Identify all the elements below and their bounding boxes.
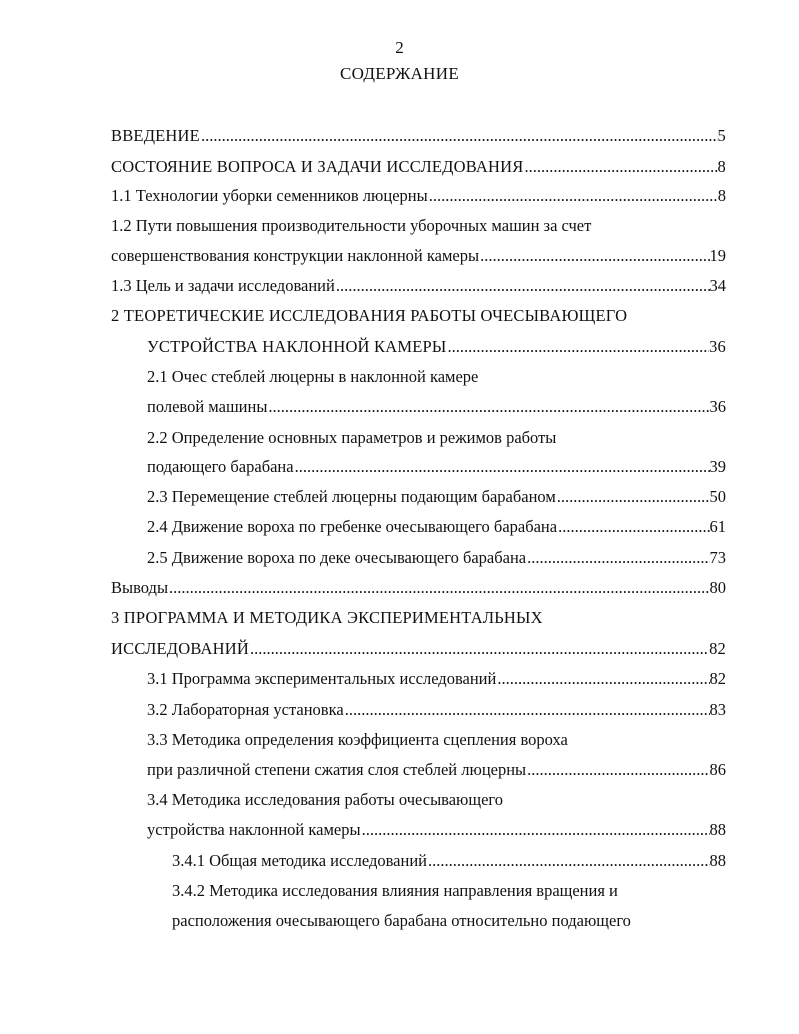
toc-leader-dots [249,638,709,660]
toc-entry-page: 19 [709,246,726,265]
toc-leader-dots [556,486,710,508]
toc-entry-3-4-1[interactable] [172,850,726,872]
toc-entry-text: совершенствования конструкции наклонной камеры [111,246,480,265]
toc-entry-text: ИССЛЕДОВАНИЙ [111,639,249,658]
toc-entry-text: полевой машины [147,397,268,416]
toc-entry-2-5[interactable] [147,547,726,569]
toc-entry-text: 3.1 Программа экспериментальных исследований [147,669,497,688]
toc-entry-chapter-3-line1[interactable]: 3 ПРОГРАММА И МЕТОДИКА ЭКСПЕРИМЕНТАЛЬНЫХ [111,608,543,627]
toc-entry-1-1[interactable] [111,185,726,207]
toc-entry-2-4[interactable] [147,516,726,538]
toc-entry-page: 39 [709,457,726,476]
toc-leader-dots [526,759,709,781]
toc-entry-2-1-line1[interactable]: 2.1 Очес стеблей люцерны в наклонной камере [147,367,479,386]
toc-entry-intro[interactable] [111,125,726,147]
toc-leader-dots [479,245,709,267]
toc-leader-dots [427,850,709,872]
toc-entry-text: 1.3 Цель и задачи исследований [111,276,335,295]
toc-leader-dots [557,516,709,538]
toc-entry-text: при различной степени сжатия слоя стеблей люцерны [147,760,527,779]
toc-leader-dots [428,185,718,207]
toc-entry-text: 2.4 Движение вороха по гребенке очесывающего барабана [147,517,558,536]
toc-entry-page: 5 [717,126,726,145]
toc-entry-page: 8 [717,157,726,176]
page-number: 2 [395,38,404,57]
toc-leader-dots [344,699,710,721]
toc-entry-page: 34 [709,276,726,295]
toc-entry-3-2[interactable] [147,699,726,721]
toc-entry-chapter-2-line1[interactable]: 2 ТЕОРЕТИЧЕСКИЕ ИССЛЕДОВАНИЯ РАБОТЫ ОЧЕСЫВАЮЩЕГО [111,306,628,325]
toc-leader-dots [523,156,717,178]
toc-entry-3-4-line1[interactable]: 3.4 Методика исследования работы очесывающего [147,790,504,809]
toc-entry-text: 3.2 Лабораторная установка [147,700,344,719]
toc-entry-1-2-line1[interactable]: 1.2 Пути повышения производительности уборочных машин за счет [111,216,592,235]
toc-entry-2-1[interactable] [147,396,726,418]
toc-entry-chapter-2[interactable] [147,336,726,358]
toc-entry-page: 88 [709,851,726,870]
toc-entry-page: 50 [709,487,726,506]
toc-entry-page: 86 [709,760,726,779]
toc-entry-text: подающего барабана [147,457,294,476]
toc-entry-conclusions[interactable] [111,577,726,599]
toc-entry-text: СОСТОЯНИЕ ВОПРОСА И ЗАДАЧИ ИССЛЕДОВАНИЯ [111,157,524,176]
toc-entry-page: 82 [709,669,726,688]
toc-entry-text: ВВЕДЕНИЕ [111,126,200,145]
toc-entry-text: УСТРОЙСТВА НАКЛОННОЙ КАМЕРЫ [147,337,447,356]
toc-entry-chapter-3[interactable] [111,638,726,660]
toc-entry-3-3-line1[interactable]: 3.3 Методика определения коэффициента сцепления вороха [147,730,568,749]
toc-leader-dots [526,547,709,569]
toc-entry-text: 2.3 Перемещение стеблей люцерны подающим барабаном [147,487,556,506]
toc-entry-2-2-line1[interactable]: 2.2 Определение основных параметров и режимов работы [147,428,557,447]
toc-leader-dots [294,456,710,478]
toc-entry-page: 83 [709,700,726,719]
toc-leader-dots [267,396,709,418]
toc-leader-dots [446,336,709,358]
toc-entry-page: 80 [709,578,726,597]
toc-entry-2-2[interactable] [147,456,726,478]
toc-leader-dots [168,577,709,599]
toc-entry-chapter-1[interactable] [111,156,726,178]
toc-entry-3-1[interactable] [147,668,726,690]
toc-entry-1-2[interactable] [111,245,726,267]
toc-entry-3-4-2-line2[interactable]: расположения очесывающего барабана относительно подающего [172,911,631,930]
toc-entry-text: 2.5 Движение вороха по деке очесывающего барабана [147,548,527,567]
toc-leader-dots [335,275,710,297]
toc-entry-page: 36 [709,397,726,416]
toc-entry-page: 36 [709,337,726,356]
toc-entry-2-3[interactable] [147,486,726,508]
toc-leader-dots [496,668,709,690]
toc-entry-page: 8 [717,186,726,205]
toc-entry-3-4-2-line1[interactable]: 3.4.2 Методика исследования влияния направления вращения и [172,881,618,900]
toc-entry-page: 73 [709,548,726,567]
toc-entry-text: Выводы [111,578,169,597]
toc-entry-3-4[interactable] [147,819,726,841]
toc-entry-text: 3.4.1 Общая методика исследований [172,851,428,870]
toc-leader-dots [361,819,710,841]
page-title: СОДЕРЖАНИЕ [339,64,460,83]
toc-entry-1-3[interactable] [111,275,726,297]
toc-entry-text: 1.1 Технологии уборки семенников люцерны [111,186,428,205]
toc-entry-page: 82 [709,639,726,658]
toc-entry-text: устройства наклонной камеры [147,820,361,839]
toc-entry-3-3[interactable] [147,759,726,781]
toc-leader-dots [200,125,718,147]
toc-entry-page: 61 [709,517,726,536]
toc-entry-page: 88 [709,820,726,839]
